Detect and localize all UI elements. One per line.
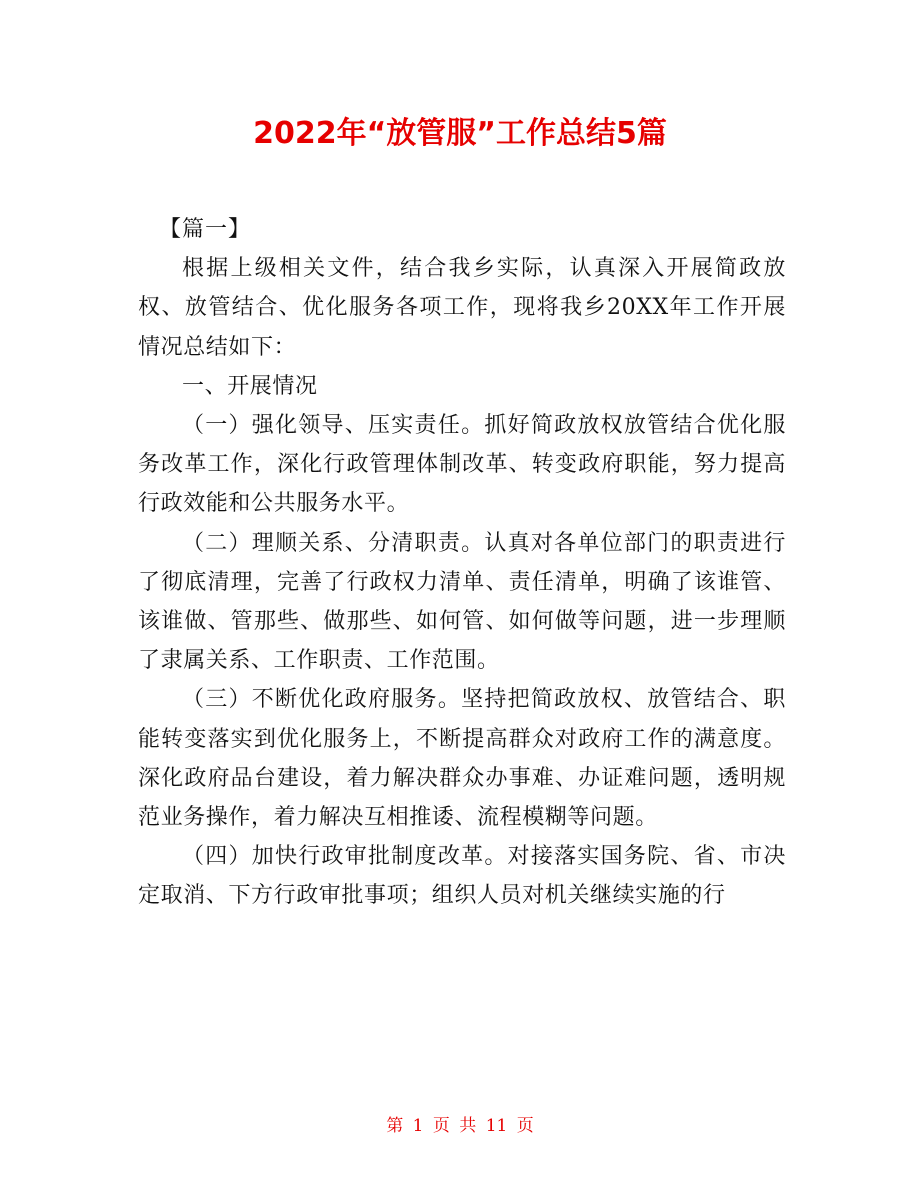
- document-title: 2022年“放管服”工作总结5篇: [253, 116, 667, 151]
- page-number-footer: 第 1 页 共 11 页: [386, 1116, 534, 1136]
- paragraph-item-4: （四）加快行政审批制度改革。对接落实国务院、省、市决定取消、下方行政审批事项；组织人员对机关继续实施的行: [138, 844, 786, 909]
- paragraph-item-1: （一）强化领导、压实责任。抓好简政放权放管结合优化服务改革工作，深化行政管理体制改革、转变政府职能，努力提高行政效能和公共服务水平。: [138, 413, 786, 517]
- heading-overview: 一、开展情况: [182, 373, 318, 399]
- section-label: 【篇一】: [159, 217, 252, 242]
- intro-paragraph: 根据上级相关文件，结合我乡实际，认真深入开展简政放权、放管结合、优化服务各项工作，现将我乡20XX年工作开展情况总结如下：: [138, 256, 786, 360]
- paragraph-item-3: （三）不断优化政府服务。坚持把简政放权、放管结合、职能转变落实到优化服务上，不断提高群众对政府工作的满意度。深化政府品台建设，着力解决群众办事难、办证难问题，透明规范业务操作，着力解决互相推诿、流程模糊等问题。: [138, 687, 786, 831]
- paragraph-item-2: （二）理顺关系、分清职责。认真对各单位部门的职责进行了彻底清理，完善了行政权力清单、责任清单，明确了该谁管、该谁做、管那些、做那些、如何管、如何做等问题，进一步理顺了隶属关系、工作职责、工作范围。: [138, 530, 786, 674]
- document-body: [138, 210, 786, 916]
